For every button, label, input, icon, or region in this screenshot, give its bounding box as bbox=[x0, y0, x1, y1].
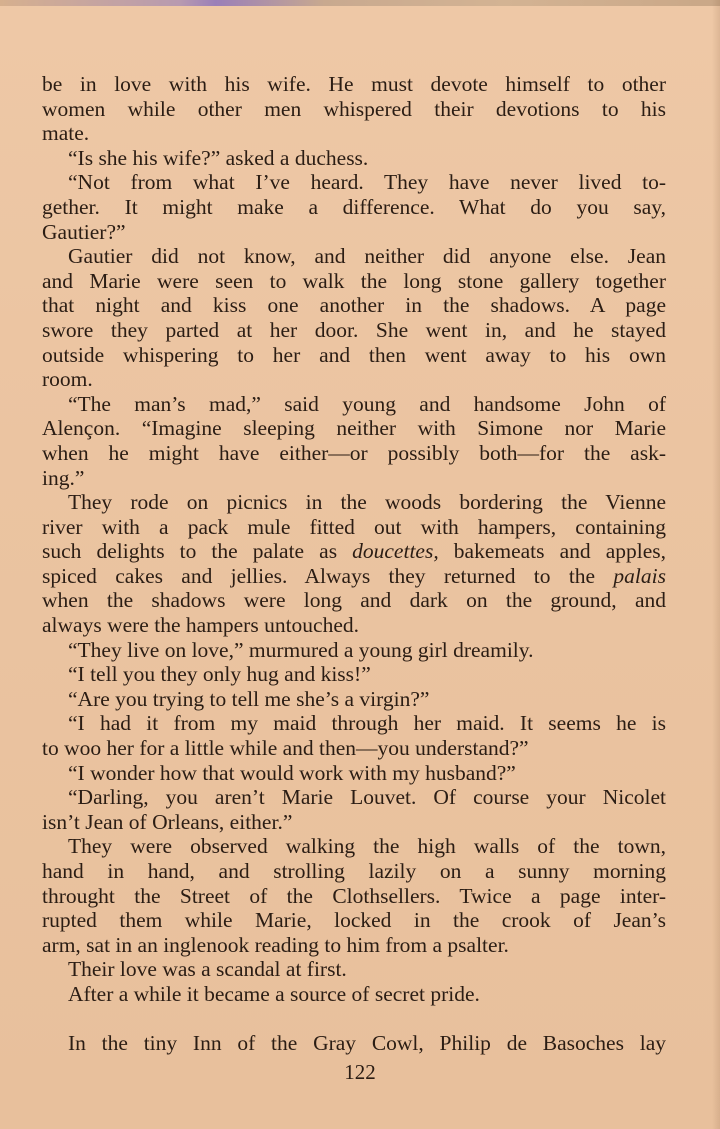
text-line: room. bbox=[42, 367, 93, 392]
page-number: 122 bbox=[344, 1060, 376, 1084]
text-line: “Is she his wife?” asked a duchess. bbox=[68, 145, 369, 170]
text-line: hand in hand, and strolling lazily on a sunny morning bbox=[42, 859, 666, 883]
text-line: “Not from what I’ve heard. They have never lived to- bbox=[68, 170, 666, 195]
text-line: when the shadows were long and dark on the ground, and bbox=[42, 588, 666, 613]
text-line: Gautier did not know, and neither did anyone else. Jean bbox=[68, 244, 666, 269]
text-line: They were observed walking the high walls of the town, bbox=[68, 834, 666, 859]
text-line: “I wonder how that would work with my husband?” bbox=[68, 760, 516, 785]
text-line: “I tell you they only hug and kiss!” bbox=[68, 662, 371, 687]
body-text bbox=[42, 72, 666, 1055]
text-line: throught the Street of the Clothsellers. Twice a page inter- bbox=[42, 883, 666, 908]
text-run: spiced cakes and jellies. Always they returned to the bbox=[42, 563, 614, 588]
text-line: Alençon. “Imagine sleeping neither with Simone nor Marie bbox=[42, 416, 666, 441]
page-top-edge bbox=[0, 0, 720, 6]
italic-word: palais bbox=[613, 563, 666, 588]
text-line-with-italic bbox=[42, 564, 666, 589]
text-line: swore they parted at her door. She went in, and he stayed bbox=[42, 317, 666, 342]
text-line: be in love with his wife. He must devote himself to other bbox=[42, 72, 666, 96]
text-line: “Darling, you aren’t Marie Louvet. Of course your Nicolet bbox=[68, 785, 666, 810]
text-line: isn’t Jean of Orleans, either.” bbox=[42, 809, 293, 834]
text-line: In the tiny Inn of the Gray Cowl, Philip de Basoches lay bbox=[68, 1030, 666, 1055]
text-line: mate. bbox=[42, 121, 90, 146]
text-run: bakemeats and apples, bbox=[438, 539, 667, 564]
text-line: when he might have either—or possibly both—for the ask- bbox=[42, 440, 666, 465]
text-line: Their love was a scandal at first. bbox=[68, 957, 347, 982]
text-line: gether. It might make a difference. What do you say, bbox=[42, 194, 666, 219]
text-line: women while other men whispered their devotions to his bbox=[42, 96, 666, 121]
text-line: river with a pack mule fitted out with hampers, containing bbox=[42, 514, 666, 539]
text-run: such delights to the palate as bbox=[42, 539, 353, 564]
text-line: arm, sat in an inglenook reading to him from a psalter. bbox=[42, 932, 509, 957]
italic-word: doucettes, bbox=[352, 539, 439, 564]
text-line: “They live on love,” murmured a young girl dreamily. bbox=[68, 637, 534, 662]
text-line: ing.” bbox=[42, 465, 85, 490]
section-break bbox=[42, 1007, 666, 1031]
text-line: They rode on picnics in the woods bordering the Vienne bbox=[68, 490, 666, 515]
text-line: outside whispering to her and then went away to his own bbox=[42, 342, 666, 367]
text-line: “I had it from my maid through her maid. It seems he is bbox=[68, 711, 666, 736]
text-line: always were the hampers untouched. bbox=[42, 613, 360, 638]
text-line: After a while it became a source of secret pride. bbox=[68, 981, 480, 1006]
text-line: Gautier?” bbox=[42, 219, 126, 244]
text-line: and Marie were seen to walk the long stone gallery together bbox=[42, 268, 666, 293]
text-line-with-italic bbox=[42, 539, 666, 564]
text-line: “The man’s mad,” said young and handsome John of bbox=[68, 391, 666, 416]
text-line: to woo her for a little while and then—you understand?” bbox=[42, 736, 529, 761]
text-line: “Are you trying to tell me she’s a virgin?” bbox=[68, 686, 430, 711]
text-line: that night and kiss one another in the shadows. A page bbox=[42, 293, 666, 318]
page-right-edge bbox=[712, 0, 720, 1129]
text-line: rupted them while Marie, locked in the crook of Jean’s bbox=[42, 908, 666, 933]
